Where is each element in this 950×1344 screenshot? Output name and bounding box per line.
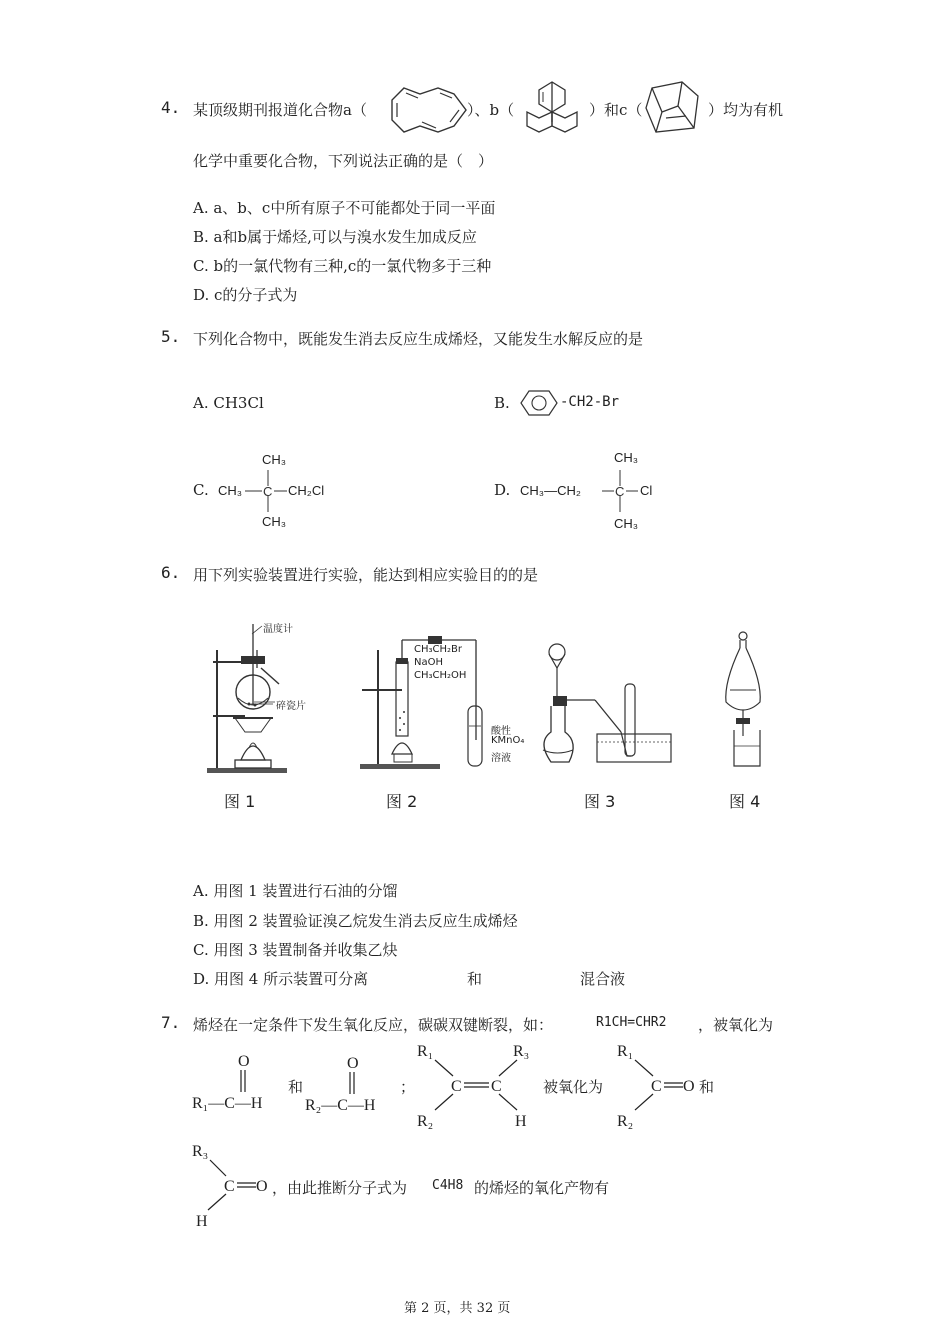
q5-stem: 下列化合物中，既能发生消去反应生成烯烃，又能发生水解反应的是 xyxy=(193,330,644,348)
svg-text:O: O xyxy=(347,1055,359,1072)
q5-option-c-label: C. xyxy=(193,481,209,499)
q6-option-b: B. 用图 2 装置验证溴乙烷发生消去反应生成烯烃 xyxy=(193,912,518,930)
q6-option-d-end: 混合液 xyxy=(580,970,626,988)
q5-option-d-label: D. xyxy=(494,481,511,499)
c-bottom-methyl: CH₃ xyxy=(262,514,287,529)
svg-text:O: O xyxy=(238,1053,250,1070)
svg-text:R₂: R₂ xyxy=(617,1113,634,1130)
q4-stem-a: 某顶级期刊报道化合物a（ xyxy=(193,101,367,119)
q4-option-d: D. c的分子式为 xyxy=(193,286,298,304)
q7-stem-formula: R1CH=CHR2 xyxy=(596,1015,667,1030)
figure-3-apparatus xyxy=(535,638,675,770)
svg-text:C: C xyxy=(615,484,625,499)
figure-4-apparatus xyxy=(718,630,768,770)
q4-number: 4. xyxy=(161,98,181,117)
fig2-reagent-1: CH₃CH₂Br xyxy=(414,644,462,655)
fig1-chips-label: 碎瓷片 xyxy=(276,701,306,712)
q7-and-1: 和 xyxy=(288,1078,304,1096)
fig2-tube-2: KMnO₄ xyxy=(491,735,525,746)
q7-stem-pre: 烯烃在一定条件下发生氧化反应，碳碳双键断裂，如： xyxy=(193,1016,554,1034)
c-left-methyl: CH₃ xyxy=(218,483,243,498)
svg-text:C: C xyxy=(651,1078,662,1095)
q5-option-b-label: B. xyxy=(494,394,510,412)
svg-text:R₃: R₃ xyxy=(192,1143,209,1160)
d-top-methyl: CH₃ xyxy=(614,450,639,465)
q6-option-c: C. 用图 3 装置制备并收集乙炔 xyxy=(193,941,398,959)
svg-text:C: C xyxy=(451,1078,462,1095)
fig2-reagent-2: NaOH xyxy=(414,657,443,668)
svg-text:C: C xyxy=(224,1178,235,1195)
q4-stem xyxy=(193,99,367,120)
ketone-structure xyxy=(615,1040,705,1132)
q4-option-b: B. a和b属于烯烃,可以与溴水发生加成反应 xyxy=(193,228,477,246)
figure-caption-3: 图 3 xyxy=(584,792,616,811)
figure-caption-1: 图 1 xyxy=(224,792,256,811)
q6-option-d-and: 和 xyxy=(467,970,483,988)
alkene-structure xyxy=(415,1040,540,1132)
q4-option-c: C. b的一氯代物有三种,c的一氯代物多于三种 xyxy=(193,257,492,275)
c-right-group: CH₂Cl xyxy=(288,483,325,498)
compound-a-structure xyxy=(386,84,472,136)
q7-line3: ，由此推断分子式为 xyxy=(272,1179,408,1197)
d-right-cl: Cl xyxy=(640,483,653,498)
svg-text:R₁: R₁ xyxy=(417,1043,434,1060)
q6-option-a: A. 用图 1 装置进行石油的分馏 xyxy=(193,882,398,900)
q7-and-2: 和 xyxy=(699,1078,715,1096)
aldehyde-r1-structure xyxy=(190,1050,290,1120)
q4-stem-end: ）均为有机 xyxy=(708,101,784,119)
q6-option-d: D. 用图 4 所示装置可分离 xyxy=(193,970,369,988)
q6-number: 6. xyxy=(161,563,181,582)
svg-text:R₁: R₁ xyxy=(617,1043,634,1060)
aldehyde-r2-structure xyxy=(305,1052,405,1122)
svg-text:R₂: R₂ xyxy=(417,1113,434,1130)
q4-stem-c: ）和c（ xyxy=(589,101,643,119)
d-bottom-methyl: CH₃ xyxy=(614,516,639,531)
c-top-methyl: CH₃ xyxy=(262,452,287,467)
svg-text:O: O xyxy=(683,1078,695,1095)
fig2-reagent-3: CH₃CH₂OH xyxy=(414,670,467,681)
benzene-ring-icon xyxy=(519,389,559,417)
svg-text:R₂—C—H: R₂—C—H xyxy=(305,1097,376,1114)
compound-b-structure xyxy=(521,78,583,136)
page-footer: 第 2 页，共 32 页 xyxy=(404,1301,511,1316)
q6-stem: 用下列实验装置进行实验，能达到相应实验目的的是 xyxy=(193,566,539,584)
fig1-pointer-lines xyxy=(250,624,280,704)
q5-option-b-formula: -CH2-Br xyxy=(560,394,620,410)
q7-semicolon: ； xyxy=(400,1078,416,1096)
q7-c4h8: C4H8 xyxy=(432,1178,464,1193)
compound-c-structure xyxy=(642,78,704,136)
q5-option-a: A. CH3Cl xyxy=(193,394,264,412)
aldehyde-r3-structure xyxy=(190,1140,280,1232)
q4-stem-b: ）、b（ xyxy=(467,101,515,119)
q4-stem-line2: 化学中重要化合物，下列说法正确的是（ ） xyxy=(193,152,494,170)
q7-number: 7. xyxy=(161,1013,181,1032)
fig1-thermometer-label: 温度计 xyxy=(263,624,293,635)
svg-text:C: C xyxy=(263,484,273,499)
fig2-tube-1: 酸性 xyxy=(491,726,511,737)
figure-caption-4: 图 4 xyxy=(729,792,761,811)
svg-text:C: C xyxy=(491,1078,502,1095)
svg-text:H: H xyxy=(515,1113,527,1130)
q7-oxidized-to: 被氧化为 xyxy=(543,1078,604,1096)
d-left-group: CH₃—CH₂ xyxy=(520,483,581,498)
q7-line3-end: 的烯烃的氧化产物有 xyxy=(474,1179,610,1197)
svg-text:O: O xyxy=(256,1178,268,1195)
svg-text:H: H xyxy=(196,1213,208,1230)
fig2-tube-3: 溶液 xyxy=(491,753,511,764)
q4-option-a: A. a、b、c中所有原子不可能都处于同一平面 xyxy=(193,199,496,217)
figure-caption-2: 图 2 xyxy=(386,792,418,811)
q5-number: 5. xyxy=(161,327,181,346)
q7-stem-post: ，被氧化为 xyxy=(698,1016,774,1034)
svg-text:R₃: R₃ xyxy=(513,1043,530,1060)
svg-text:R₁—C—H: R₁—C—H xyxy=(192,1095,263,1112)
